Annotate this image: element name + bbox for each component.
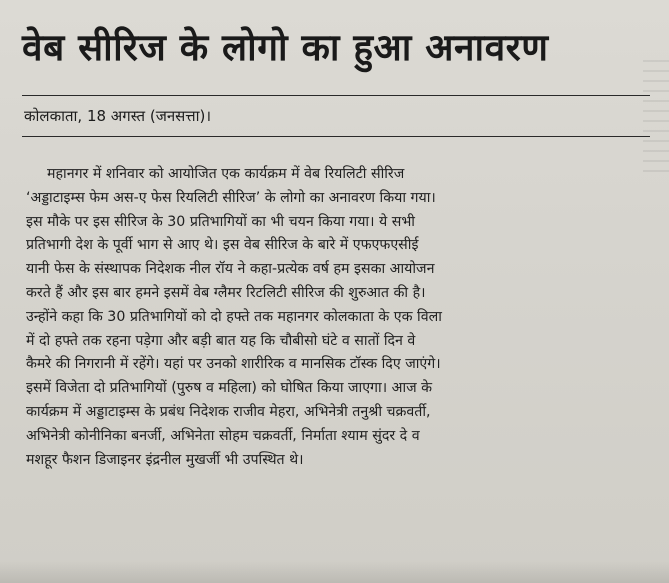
body-line-2: ‘अड्डाटाइम्स फेम अस-ए फेस रियलिटी सीरिज’ के लोगो का अनावरण किया गया।: [26, 189, 436, 206]
dateline-bottom-rule: [22, 136, 650, 137]
adjacent-column-bleed: [643, 60, 669, 180]
article-body: [26, 163, 651, 472]
body-line-5: यानी फेस के संस्थापक निदेशक नील रॉय ने कहा-प्रत्येक वर्ष हम इसका आयोजन: [26, 261, 435, 278]
body-line-8: में दो हफ्ते तक रहना पड़ेगा और बड़ी बात यह कि चौबीसो घंटे व सातों दिन वे: [26, 332, 416, 349]
dateline-top-rule: [22, 95, 650, 96]
article-dateline: कोलकाता, 18 अगस्त (जनसत्ता)।: [24, 107, 212, 125]
body-line-4: प्रतिभागी देश के पूर्वी भाग से आए थे। इस वेब सीरिज के बारे में एफएफएसीई: [26, 237, 419, 254]
page-bottom-shade: [0, 561, 669, 583]
body-line-9: कैमरे की निगरानी में रहेंगे। यहां पर उनको शारीरिक व मानसिक टॉस्क दिए जाएंगे।: [26, 356, 441, 373]
body-line-10: इसमें विजेता दो प्रतिभागियों (पुरुष व महिला) को घोषित किया जाएगा। आज के: [26, 380, 433, 397]
body-line-1: महानगर में शनिवार को आयोजित एक कार्यक्रम में वेब रियलिटी सीरिज: [47, 166, 405, 182]
body-line-6: करते हैं और इस बार हमने इसमें वेब ग्लैमर रिटलिटी सीरिज की शुरुआत की है।: [26, 284, 426, 301]
body-line-3: इस मौके पर इस सीरिज के 30 प्रतिभागियों का भी चयन किया गया। ये सभी: [26, 213, 415, 230]
article-headline: वेब सीरिज के लोगो का हुआ अनावरण: [22, 26, 549, 69]
body-line-12: अभिनेत्री कोनीनिका बनर्जी, अभिनेता सोहम चक्रवर्ती, निर्माता श्याम सुंदर दे व: [26, 427, 420, 444]
body-line-11: कार्यक्रम में अड्डाटाइम्स के प्रबंध निदेशक राजीव मेहरा, अभिनेत्री तनुश्री चक्रवर्ती,: [26, 403, 431, 420]
body-line-7: उन्होंने कहा कि 30 प्रतिभागियों को दो हफ्ते तक महानगर कोलकाता के एक विला: [26, 308, 442, 325]
body-line-13: मशहूर फैशन डिजाइनर इंद्रनील मुखर्जी भी उपस्थित थे।: [26, 451, 304, 468]
